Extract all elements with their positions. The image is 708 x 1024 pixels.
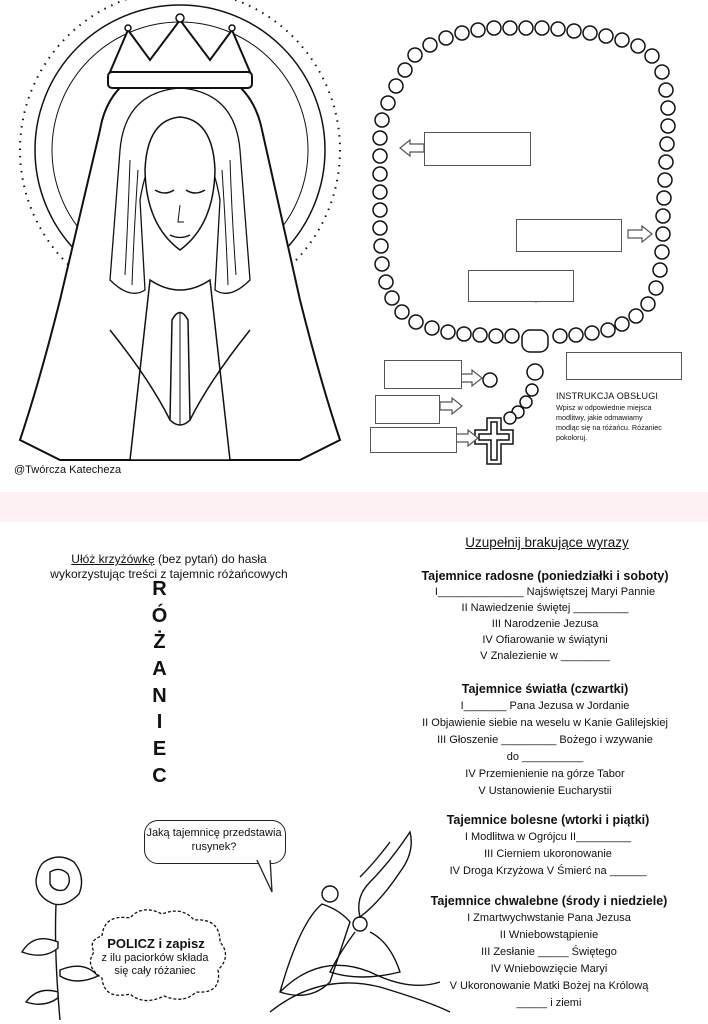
mysteries-joyful [400,568,690,664]
instruction-title: INSTRUKCJA OBSŁUGI [556,391,659,401]
fill-in-title: Uzupełnij brakujące wyrazy [465,535,629,550]
mystery-line: II Objawienie siebie na weselu w Kanie Galilejskiej [422,717,668,729]
crossword-letter: R [152,578,168,600]
crossword-letter: Ó [151,604,169,627]
rosary-answer-box-5[interactable] [384,360,462,389]
crossword-letter: Ż [153,631,167,654]
crossword-intro-line2: wykorzystując treści z tajemnic różańcowych [50,567,288,581]
section-title: Tajemnice chwalebne (środy i niedziele) [430,894,668,908]
mystery-line: I_______ Pana Jezusa w Jordanie [460,700,630,712]
instruction-text: Wpisz w odpowiednie miejsca modlitwy, jakie odmawiamy modląc się na różańcu. Różaniec pokoloruj. [556,403,662,442]
rosary-answer-box-2[interactable] [516,219,622,252]
mystery-line: II Wniebowstąpienie [499,929,599,941]
rosary-answer-box-7[interactable] [370,427,457,453]
mysteries-glorious [404,893,694,1012]
mystery-line: V Ukoronowanie Matki Bożej na Królową [449,980,649,992]
mystery-line: IV Droga Krzyżowa V Śmierć na ______ [449,865,647,877]
mystery-line: IV Ofiarowanie w świątyni [482,634,608,646]
mystery-line: I Modlitwa w Ogrójcu II_________ [464,831,632,843]
mystery-line: V Ustanowienie Eucharystii [478,785,612,797]
mystery-line: III Cierniem ukoronowanie [484,848,612,860]
speech-bubble-text: Jaką tajemnicę przedstawia rusynek? [146,827,282,853]
mystery-line: IV Wniebowzięcie Maryi [490,963,608,975]
author-credit: @Twórcza Katecheza [14,464,122,476]
mystery-line: _____ i ziemi [516,997,582,1009]
crossword-letter: E [152,738,168,761]
cloud-title: POLICZ i zapisz [107,936,205,951]
mystery-line: do __________ [506,751,584,763]
crossword-letter: I [156,711,164,734]
mysteries-luminous [398,681,692,800]
crossword-letter: A [152,658,168,681]
crossword-intro-rest: (bez pytań) do hasła [154,552,267,566]
rosary-answer-box-1[interactable] [424,132,531,166]
section-title: Tajemnice radosne (poniedziałki i soboty) [421,569,669,583]
section-title: Tajemnice bolesne (wtorki i piątki) [446,813,650,827]
crossword-password-letters [140,576,180,790]
mystery-line: I______________ Najświętszej Maryi Pannie [434,586,656,598]
mary-illustration [0,0,360,475]
cloud-text: z ilu paciorków składa się cały różaniec [101,952,209,977]
top-worksheet-panel [0,0,708,492]
mystery-line: I Zmartwychwstanie Pana Jezusa [467,912,631,924]
mystery-line: III Narodzenie Jezusa [491,618,599,630]
crossword-intro-underlined: Ułóż krzyżówkę [71,552,155,566]
crossword-letter: C [152,764,168,787]
mysteries-sorrowful [408,812,688,880]
rosary-answer-box-4[interactable] [566,352,682,380]
rosary-answer-box-6[interactable] [375,395,440,424]
mystery-line: IV Przemienienie na górze Tabor [465,768,625,780]
section-title: Tajemnice światła (czwartki) [461,682,629,696]
mystery-line: V Znalezienie w ________ [480,650,610,662]
mystery-line: III Zesłanie _____ Świętego [481,946,617,958]
mystery-line: III Głoszenie _________ Bożego i wzywanie [437,734,653,746]
mystery-line: II Nawiedzenie świętej _________ [461,602,629,614]
crossword-letter: N [152,684,168,707]
rosary-answer-box-3[interactable] [468,270,574,302]
